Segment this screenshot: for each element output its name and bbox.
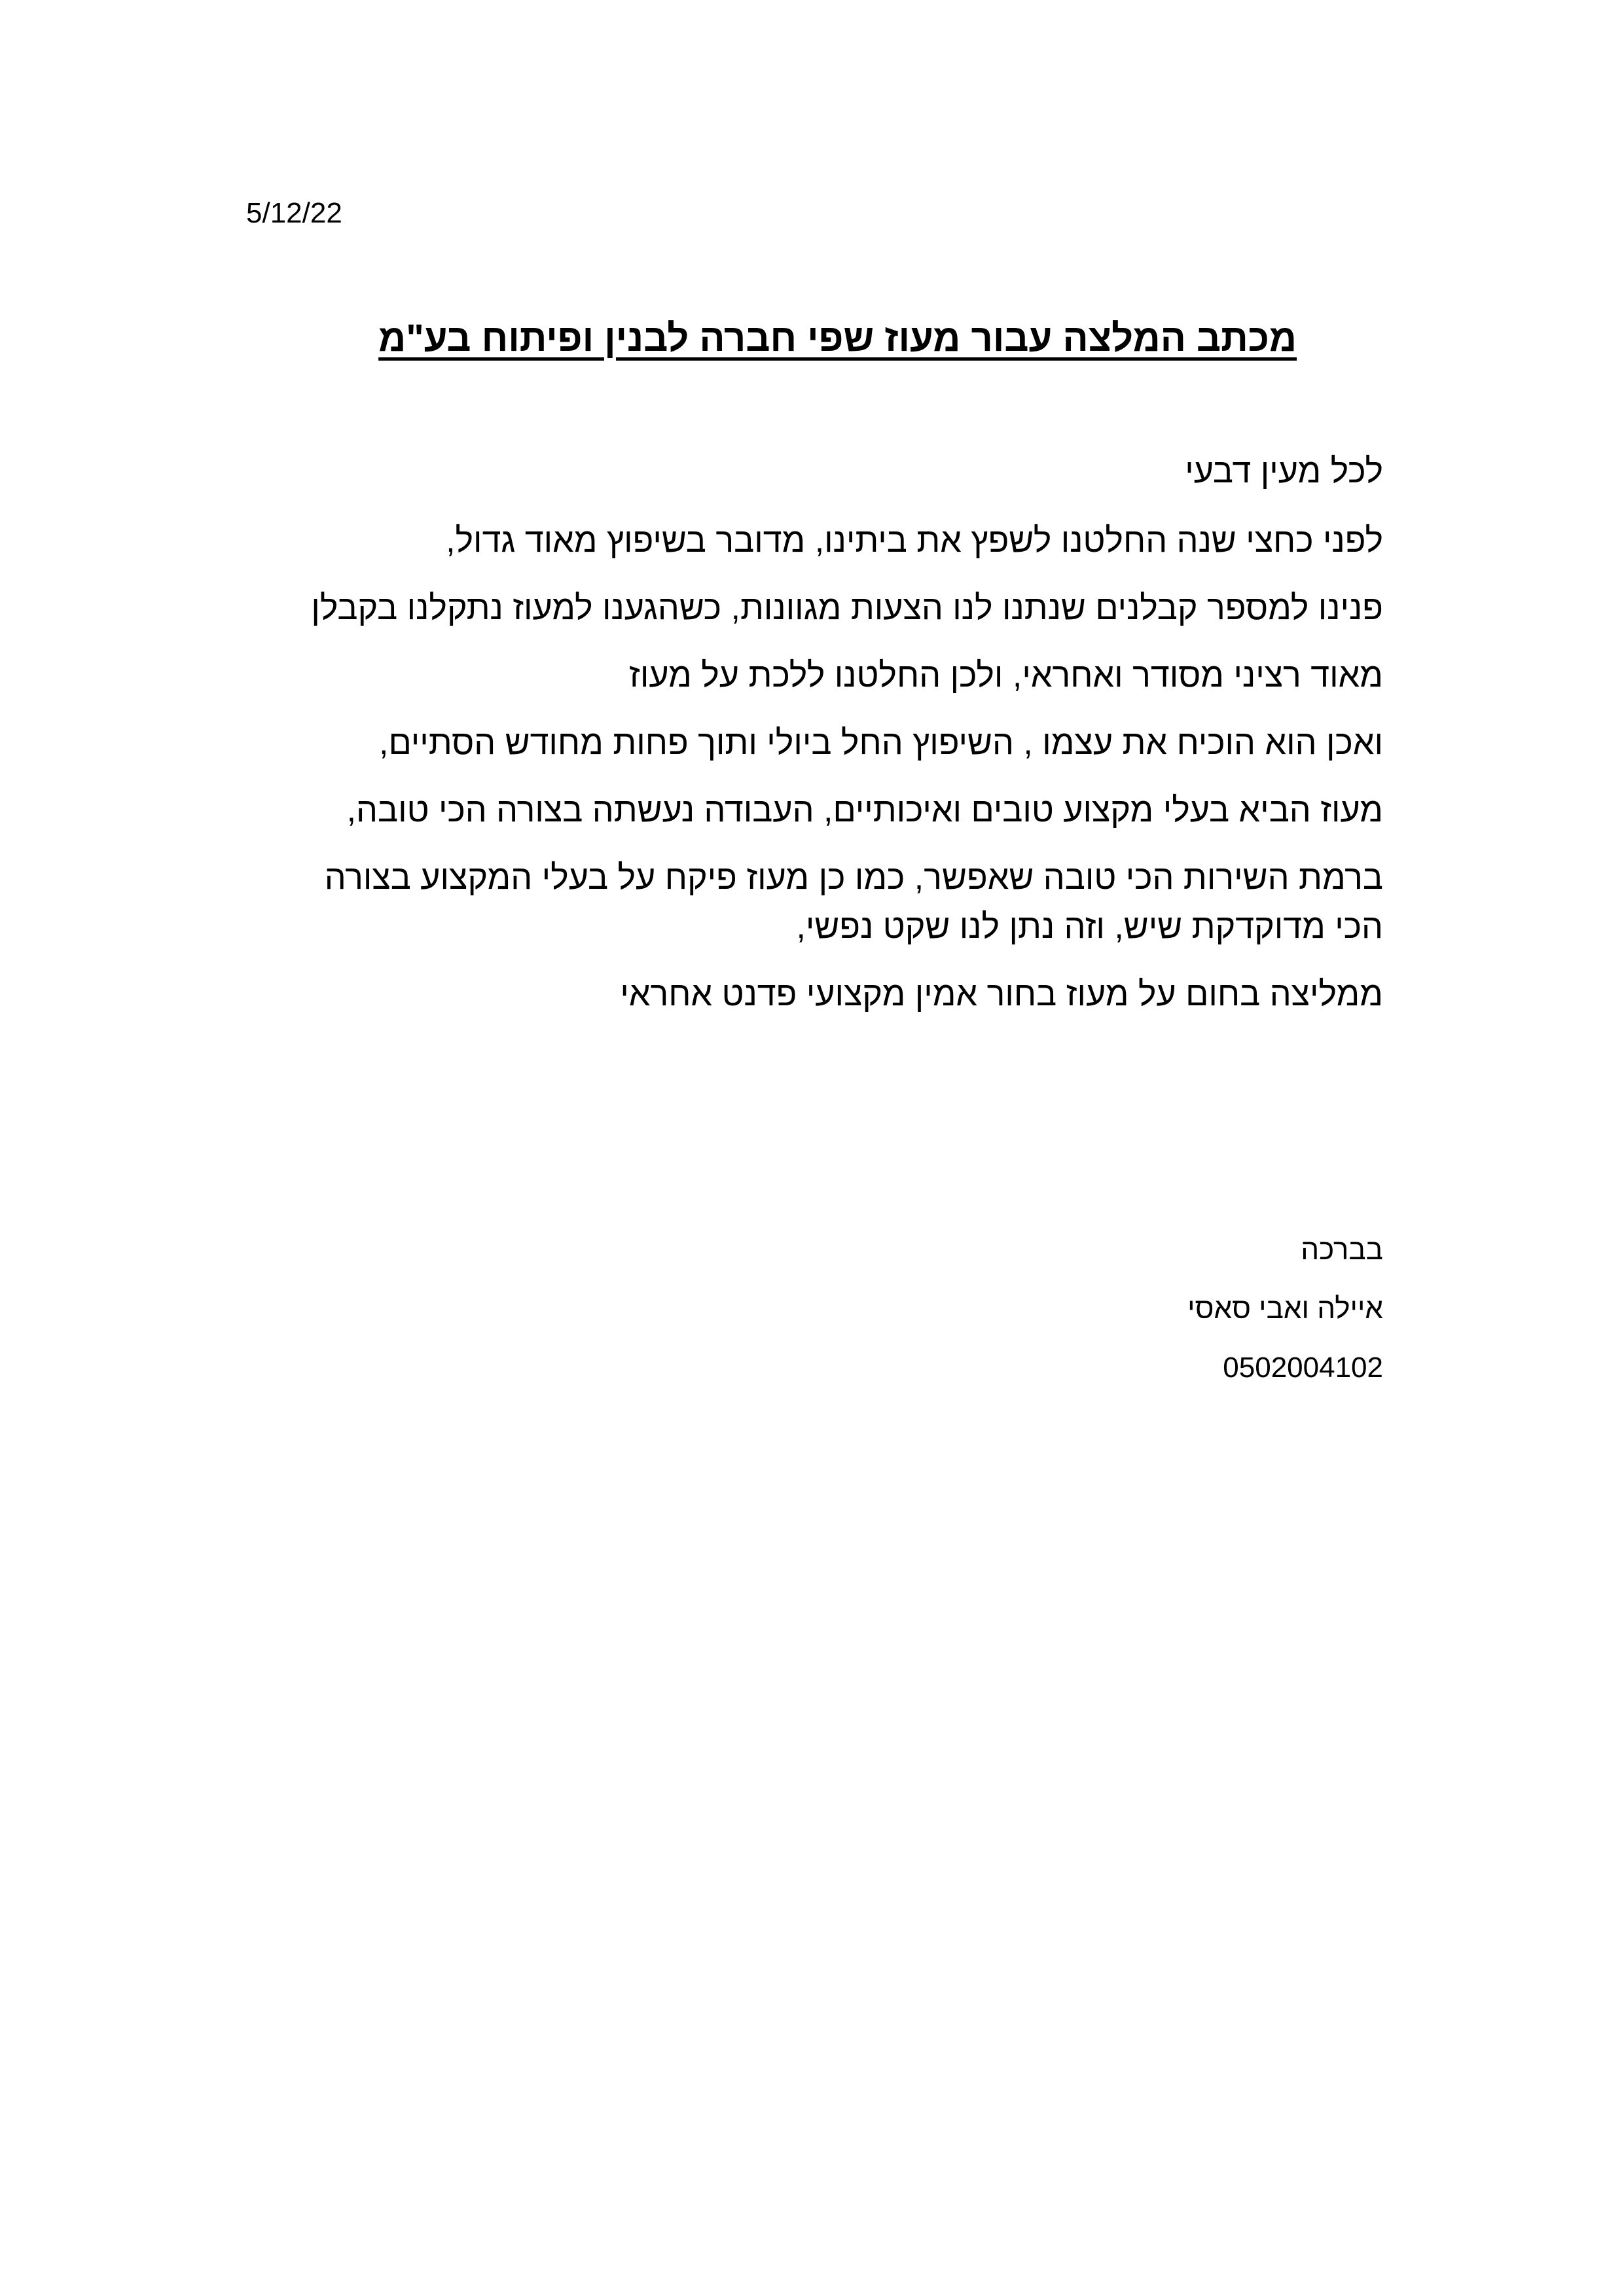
letter-title: מכתב המלצה עבור מעוז שפי חברה לבנין ופיתוח בע"מ [378, 317, 1297, 359]
letter-line: מעוז הביא בעלי מקצוע טובים ואיכותיים, העבודה נעשתה בצורה הכי טובה, [346, 791, 1383, 829]
signature-names: איילה ואבי סאסי [1187, 1293, 1383, 1325]
letter-line: לפני כחצי שנה החלטנו לשפץ את ביתינו, מדובר בשיפוץ מאוד גדול, [446, 522, 1383, 560]
letter-line: ממליצה בחום על מעוז בחור אמין מקצועי פדנט אחראי [620, 975, 1383, 1013]
letter-greeting: לכל מעין דבעי [1185, 452, 1383, 490]
letter-line: פנינו למספר קבלנים שנתנו לנו הצעות מגוונות, כשהגענו למעוז נתקלנו בקבלן [311, 589, 1383, 627]
signature-phone: 0502004102 [1223, 1352, 1383, 1384]
letter-line: ואכן הוא הוכיח את עצמו , השיפוץ החל ביולי ותוך פחות מחודש הסתיים, [379, 724, 1383, 762]
signature-closing: בברכה [1301, 1234, 1383, 1266]
letter-line: מאוד רציני מסודר ואחראי, ולכן החלטנו ללכת על מעוז [629, 656, 1383, 694]
letter-line: הכי מדוקדקת שיש, וזה נתן לנו שקט נפשי, [796, 908, 1383, 946]
letter-line: ברמת השירות הכי טובה שאפשר, כמו כן מעוז פיקח על בעלי המקצוע בצורה [324, 859, 1383, 897]
letter-date: 5/12/22 [246, 197, 342, 229]
